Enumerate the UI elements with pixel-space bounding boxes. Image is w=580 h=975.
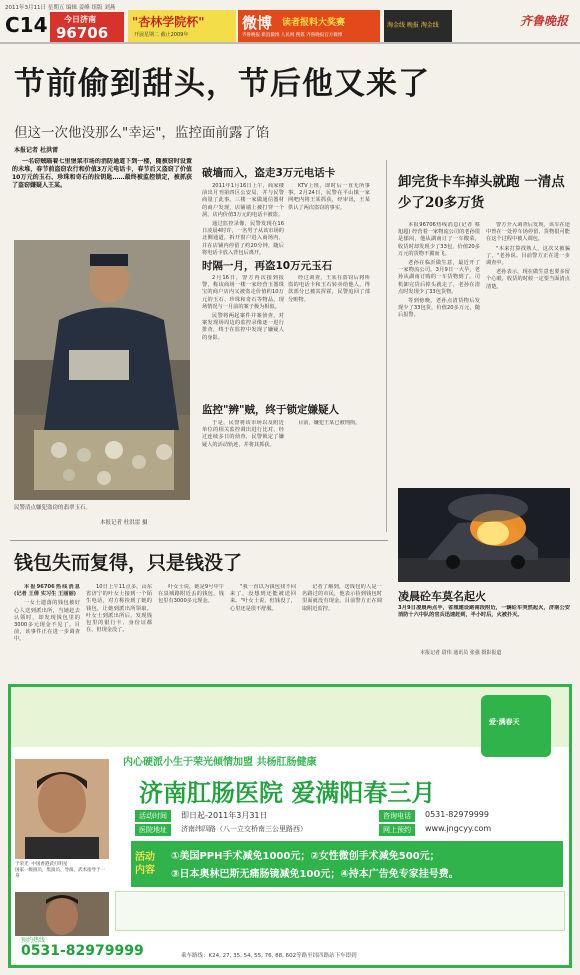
ad-address-label: 医院地址: [135, 824, 171, 836]
second-col-5: [302, 584, 382, 674]
lead-col-4: [288, 183, 370, 255]
column-divider: [386, 160, 387, 532]
ad-promo-label: 活动内容: [135, 852, 155, 876]
lead-photo: [14, 240, 190, 500]
lead-col-1: [202, 183, 284, 255]
second-para-4: 叶女士说，她是9号中午在泉城路附近丢的钱包，钱包里有3000多元现金。: [158, 584, 224, 605]
weibo-sub: 齐鲁晚报 新浪微博 人民网 搜狐 齐鲁晚报官方微博: [242, 33, 343, 38]
ad-web-value: www.jngcyy.com: [425, 824, 492, 833]
promo-sub: 开展星期二 截止2009年: [134, 32, 189, 38]
second-col-4: [230, 584, 296, 674]
weibo-banner: [238, 10, 380, 42]
lead-headline: 节前偷到甜头，节后他又来了: [14, 66, 430, 102]
ad-logo: [481, 695, 551, 757]
right-para-1: 本报96706热线消息(记者 蔡旭超) 经营着一家物流公司的老孙很是郁闷，他从湖南订了一车酸菜，收货时却发现少了33包，价值20多万元的货物不翼而飞。: [398, 222, 480, 257]
section-divider: [10, 540, 388, 541]
ad-promo-line-1: ①美国PPH手术减免1000元；②女性微创手术减免500元；: [171, 851, 440, 862]
second-col-3: [158, 584, 224, 674]
weibo-title: 微博: [242, 14, 273, 32]
second-para-6: 记者了解到，送钱包的人是一名路过的市民，他表示捡到钱包时里面就没有现金。目前警方正在调取附近监控。: [302, 584, 382, 612]
ad-date-value: 即日起-2011年3月31日: [181, 811, 268, 820]
lead-subhead-1: 破墙而入，盗走3万元电话卡: [202, 167, 336, 179]
lead-para-2: 通过监控录像，民警发现在16日凌晨4时许，一名男子从该市场的北侧通道，拆开窗户进入商场内，并在店铺内停留了约20分钟，随后将电话卡放入背包后离开。: [202, 221, 284, 255]
ad-hotline: 0531-82979999: [21, 943, 144, 959]
page-number: C14: [5, 13, 48, 37]
truck-fire-credit: 本报记者 尉伟 通讯员 张强 摄影报道: [420, 650, 502, 656]
ad-promo-line-2: ③日本奥林巴斯无痛肠镜减免100元；④持本广告免专家挂号费。: [171, 869, 459, 880]
hotline-label: 今日济南: [64, 15, 96, 24]
lead-para-3: 2月16日，警方再次接到报警，称该商场一楼一家经营玉器珠宝的商户店内又被盗走价值约10万元的玉石、珍珠和奇石等物品，现场情况与一月前的案子极为相似。: [202, 275, 284, 310]
lead-subhead-2: 时隔一月，再盗10万元玉石: [202, 260, 333, 272]
promo-banner: [128, 10, 236, 42]
truck-fire-caption-box: [398, 605, 570, 643]
second-para-5: "我一直以为钱包找不回来了，没想到还能被送回来。"叶女士说，但钱没了，心里还是很不舒服。: [230, 584, 296, 612]
lead-para-5: 于是，民警将该市场以及附近单位的相关监控调出进行比对，经过连续多日的侦查，民警锁定了嫌疑人的活动轨迹，并将其抓获。: [202, 420, 284, 448]
masthead-meta: 2011年3月11日 星期五 编辑 姜峰 组版 刘燕: [5, 5, 116, 11]
second-col-2: [86, 584, 152, 674]
second-para-2: 一女士遗落的钱包被好心人送到派出所，当她赶去认领时，却发现钱包里的3000多元现金不见了。目前，该事件正在进一步调查中。: [14, 600, 80, 643]
hotline-box: [50, 12, 124, 42]
weibo-text: 读者报料大奖赛: [282, 18, 346, 28]
right-para-2: 老孙在临沂做生意，最近开了一家物流公司。3月9日一大早，老孙从湖南订购的一车货物到了。司机卸完货后掉头就走了，老孙在清点时发现少了33包货物。: [398, 260, 480, 295]
masthead: [0, 0, 580, 44]
lead-para-6: KTV上班，即时后一直无所事事。2月24日，民警在平山镇一家网吧内将王某抓获，经审讯，王某供认了两次盗窃的事实。: [288, 183, 370, 211]
ad-promo-box: [131, 841, 563, 887]
truck-fire-caption: 3月9日凌晨两点半，省城建设路南段附近，一辆砼车突然起火，济南公安消防十六中队的官兵迅速赶到，半小时后，火被扑灭。: [398, 605, 570, 619]
second-col-1: [14, 584, 80, 674]
lead-intro-text: 一名窃贼瞄着七里堡菜市场的消防通道下到一楼，随被窃时设置的未堆，春节前盗窃农行和价值3万元电话卡，春节后又盗窃了价值10万元的玉石、珍珠和奇石的拉钥匙……最终被监控锁定，被抓获了盗窃嫌疑人王某。: [12, 158, 192, 189]
lead-subhead: 但这一次他没那么"幸运"，监控面前露了馅: [14, 125, 270, 141]
right-para-4: 警方介入调查后发现，该车在途中曾在一处停车场停留，货物很可能在这个过程中被人调包。: [486, 222, 570, 243]
second-para-1: 本报96706热线消息(记者 王倩 实习生 王丽丽): [14, 584, 80, 598]
right-headline: 卸完货卡车掉头就跑 一清点少了20多万货: [398, 174, 565, 211]
lead-col-2: [202, 275, 284, 400]
second-para-3: 10日上午11点多，山东省济宁的叶女士接到一个陌生电话，对方称捡到了她的钱包，让她到派出所领取。叶女士到派出所后，发现钱包里的银行卡、身份证都在，但现金没了。: [86, 584, 152, 634]
lead-col-3: [202, 420, 284, 525]
truck-fire-title: 凌晨砼车莫名起火: [398, 590, 486, 603]
lead-photo-credit: 本报记者 杜洪雷 摄: [100, 520, 148, 526]
ad-address-value: 济南纬四路（八一立交桥南三公里路西）: [181, 825, 307, 833]
ad-person-photo-2: [15, 892, 109, 936]
lead-intro: [12, 158, 192, 234]
lead-col-5: [288, 275, 370, 400]
ad-tel-label: 咨询电话: [379, 810, 415, 822]
lead-para-4: 民警将两起案件并案侦查，对案发现场周边的监控录像逐一进行排查，终于在监控中发现了嫌疑人的身影。: [202, 313, 284, 341]
lead-subhead-3: 监控"辨"贼，终于锁定嫌疑人: [202, 404, 339, 416]
ad-person-photo: [15, 759, 109, 859]
lead-para-7: 经过调查，王某在盗窃后将所盗的电话卡和玉石转卖给他人，得款部分已被其挥霍，民警追回了部分赃物。: [288, 275, 370, 303]
lead-byline: 本报记者 杜洪雷: [14, 147, 59, 154]
right-para-5: "本来打算找熟人，这次又被骗了。"老孙说。目前警方正在进一步调查中。: [486, 245, 570, 267]
small-ad-text: 淘金线 晚报 淘金线: [387, 22, 439, 29]
hotline-number: 96706: [56, 24, 109, 42]
lead-photo-caption: 民警清点嫌犯盗窃的翡翠玉石。: [14, 505, 92, 511]
ad-slogan: 内心硬派小生于荣光倾情加盟 共杨肛肠健康: [123, 757, 317, 768]
ad-logo-text: 爱·满春天: [489, 718, 520, 726]
right-para-6: 老孙表示，现在做生意也要多留个心眼，收货的时候一定要当面清点清楚。: [486, 269, 570, 290]
right-col-2: [486, 222, 570, 482]
ad-detail-panel: [115, 891, 565, 931]
ad-person-quote: 于荣光 中国香港武打明星 国家一级演员，集演员、导演、武术指导于一身: [15, 862, 105, 879]
ad-section: [8, 684, 572, 968]
ad-tel-value: 0531-82979999: [425, 810, 489, 819]
ad-hotline-label: 预约热线: [21, 937, 46, 944]
ad-hospital-name: 济南肛肠医院 爱满阳春三月: [139, 778, 436, 807]
newspaper-logo: 齐鲁晚报: [520, 14, 569, 28]
right-col-1: [398, 222, 480, 482]
lead-para-1: 2011年1月16日上午，商家楼前出月刊第四区公安局，并与民警商量了此事。三楼一家做通信器材的商户发现，店铺墙上被打穿一个洞，店内价值3万元的电话卡被盗。: [202, 183, 284, 218]
promo-title: "杏林学院杯": [132, 15, 205, 29]
right-para-3: 等到傍晚，老孙点清货物后发现少了33包货，价值20多万元，随后报警。: [398, 298, 480, 319]
second-headline: 钱包失而复得，只是钱没了: [14, 552, 243, 574]
small-ad: [384, 10, 452, 42]
truck-fire-photo: [398, 488, 570, 582]
lead-col-6: [288, 420, 370, 525]
ad-small-print: 乘车路线：K24, 27, 35, 54, 55, 76, 88, 602等路至纬四路站下车即到: [181, 953, 357, 959]
lead-para-8: 目前，嫌犯王某已被刑拘。: [298, 420, 361, 426]
ad-date-label: 活动时间: [135, 810, 171, 822]
ad-web-label: 网上预约: [379, 824, 415, 836]
